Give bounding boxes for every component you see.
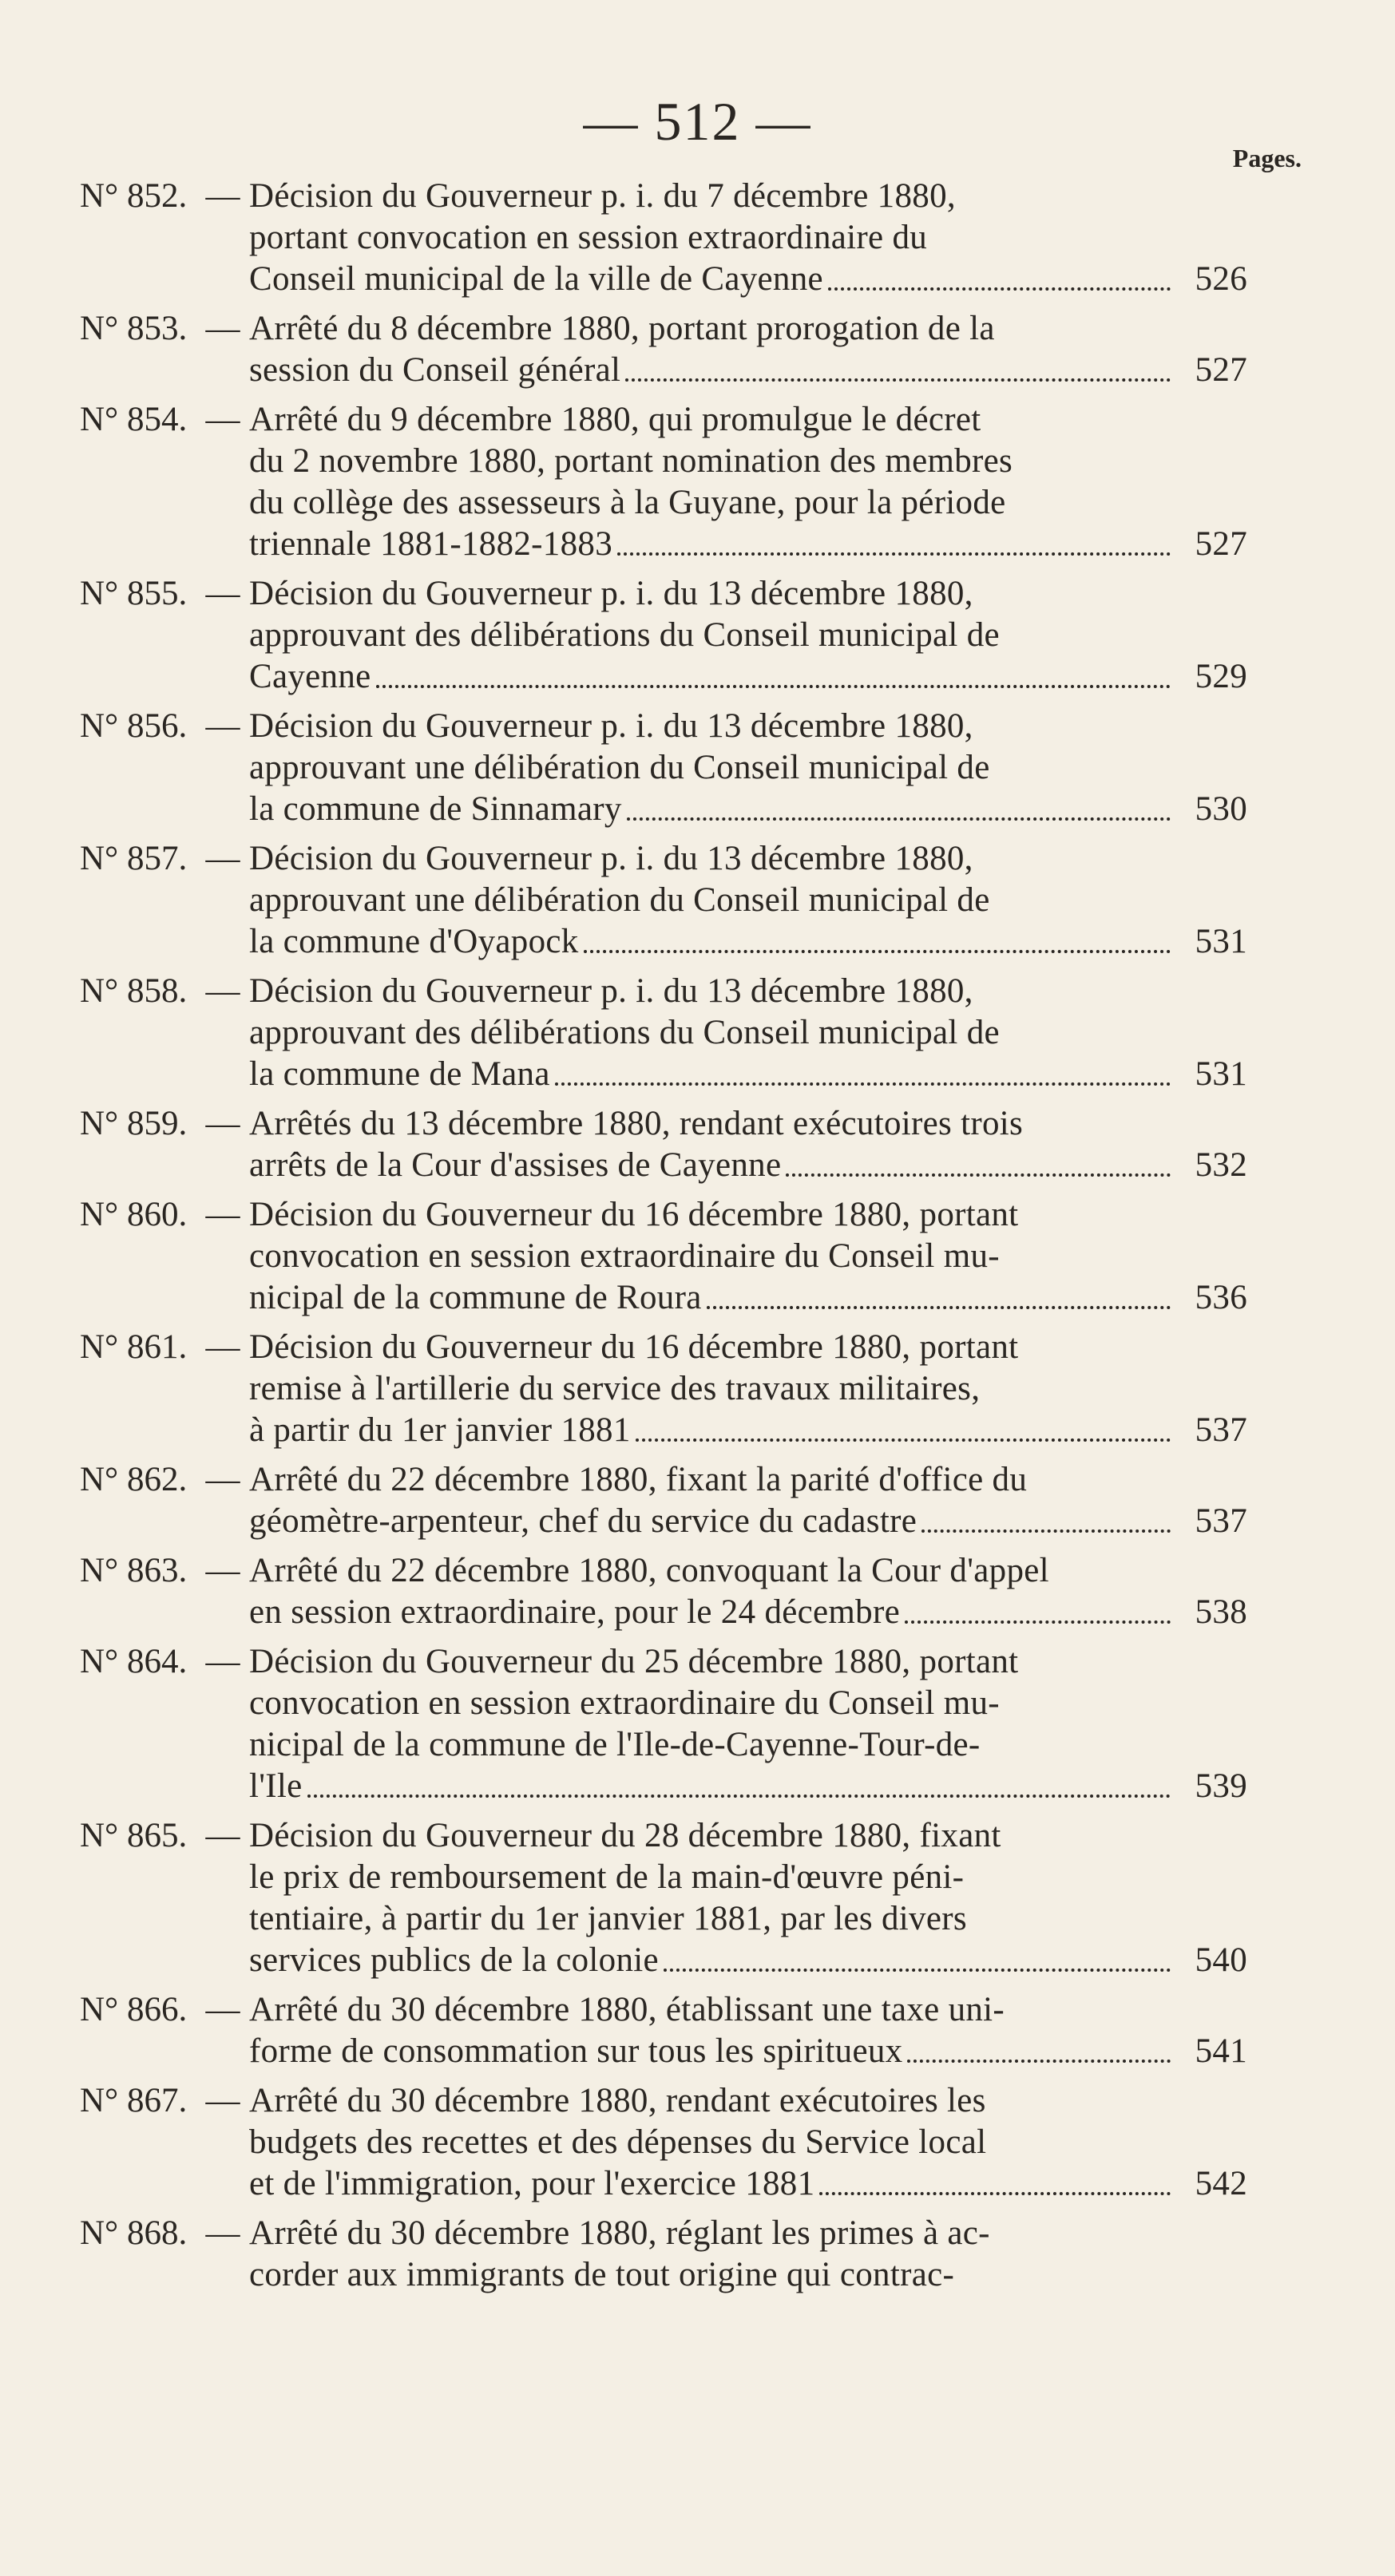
- entry-dash: —: [205, 310, 240, 347]
- entry-text: [249, 1550, 1247, 1633]
- page-number: — 512 —: [583, 91, 812, 152]
- dot-leader: [905, 1620, 1171, 1624]
- entry-text-line: à partir du 1er janvier 1881: [249, 1411, 631, 1449]
- entry-text-line: session du Conseil général: [249, 351, 621, 389]
- entry-dash: —: [205, 1461, 240, 1498]
- entry-number: N° 854.: [80, 401, 188, 438]
- page-reference: 531: [1195, 1055, 1247, 1093]
- dot-leader: [907, 2060, 1171, 2063]
- page-reference: 538: [1195, 1593, 1247, 1631]
- entry-text-line: approuvant des délibérations du Conseil municipal de: [249, 616, 1000, 654]
- entry-text: [249, 1327, 1247, 1451]
- entry-text-line: Arrêté du 30 décembre 1880, établissant une taxe uni-: [249, 1991, 1005, 2028]
- entry-final-line: [249, 656, 1247, 698]
- entry-number: N° 855.: [80, 575, 188, 612]
- entry-dash: —: [205, 177, 240, 215]
- entry-dash: —: [205, 2082, 240, 2119]
- entry-number: N° 860.: [80, 1196, 188, 1233]
- page-reference: 537: [1195, 1411, 1247, 1449]
- entry-text-line: Arrêté du 22 décembre 1880, fixant la parité d'office du: [249, 1461, 1028, 1498]
- entry-text-line: Décision du Gouverneur p. i. du 13 décembre 1880,: [249, 972, 973, 1010]
- entry-text: [249, 308, 1247, 391]
- entry-text-line: du collège des assesseurs à la Guyane, pour la période: [249, 484, 1006, 521]
- toc-entry: [0, 1815, 1395, 1981]
- entry-text-line: corder aux immigrants de tout origine qui contrac-: [249, 2256, 955, 2293]
- entry-dash: —: [205, 1991, 240, 2028]
- dot-leader: [307, 1794, 1171, 1798]
- page-reference: 542: [1195, 2165, 1247, 2202]
- dot-leader: [376, 685, 1171, 688]
- page-reference: 532: [1195, 1146, 1247, 1184]
- entry-text-line: géomètre-arpenteur, chef du service du cadastre: [249, 1502, 917, 1540]
- entry-final-line: [249, 350, 1247, 391]
- entry-number: N° 865.: [80, 1817, 188, 1854]
- entry-number: N° 863.: [80, 1552, 188, 1589]
- entry-number: N° 861.: [80, 1328, 188, 1366]
- entry-text: [249, 706, 1247, 830]
- page-reference: 536: [1195, 1279, 1247, 1316]
- entry-dash: —: [205, 1196, 240, 1233]
- toc-entry: [0, 971, 1395, 1095]
- page-reference: 540: [1195, 1941, 1247, 1979]
- entry-text-line: Arrêté du 8 décembre 1880, portant prorogation de la: [249, 310, 995, 347]
- page-reference: 531: [1195, 923, 1247, 960]
- toc-entry: [0, 399, 1395, 565]
- entry-number: N° 867.: [80, 2082, 188, 2119]
- entry-final-line: [249, 921, 1247, 963]
- toc-entry: [0, 1327, 1395, 1451]
- entry-dash: —: [205, 972, 240, 1010]
- entry-text-line: approuvant des délibérations du Conseil municipal de: [249, 1014, 1000, 1051]
- toc-entry: [0, 2213, 1395, 2296]
- dot-leader: [828, 287, 1171, 291]
- entry-final-line: [249, 524, 1247, 565]
- entry-text-line: arrêts de la Cour d'assises de Cayenne: [249, 1146, 782, 1184]
- entry-number: N° 856.: [80, 707, 188, 745]
- entry-final-line: [249, 1766, 1247, 1807]
- dot-leader: [664, 1969, 1171, 1972]
- entry-text-line: Décision du Gouverneur du 16 décembre 1880, portant: [249, 1328, 1019, 1366]
- dot-leader: [786, 1173, 1171, 1177]
- entry-dash: —: [205, 401, 240, 438]
- entry-text-line: Décision du Gouverneur du 16 décembre 1880, portant: [249, 1196, 1019, 1233]
- entry-text-line: en session extraordinaire, pour le 24 décembre: [249, 1593, 900, 1631]
- entry-text-line: la commune d'Oyapock: [249, 923, 579, 960]
- entry-number: N° 864.: [80, 1643, 188, 1680]
- entry-text: [249, 1641, 1247, 1807]
- entry-text-line: Décision du Gouverneur p. i. du 7 décembre 1880,: [249, 177, 956, 215]
- entry-text-line: triennale 1881-1882-1883: [249, 525, 613, 563]
- entry-text: [249, 2080, 1247, 2205]
- page-reference: 537: [1195, 1502, 1247, 1540]
- page-reference: 529: [1195, 658, 1247, 695]
- entry-text-line: budgets des recettes et des dépenses du Service local: [249, 2123, 987, 2161]
- entry-final-line: [249, 1277, 1247, 1319]
- entry-text: [249, 573, 1247, 698]
- page-reference: 530: [1195, 790, 1247, 828]
- dot-leader: [921, 1529, 1171, 1533]
- toc-entry: [0, 2080, 1395, 2205]
- entry-text-line: nicipal de la commune de Roura: [249, 1279, 702, 1316]
- page-reference: 527: [1195, 351, 1247, 389]
- toc-entry: [0, 1641, 1395, 1807]
- dot-leader: [819, 2192, 1171, 2195]
- entry-number: N° 852.: [80, 177, 188, 215]
- entry-text-line: tentiaire, à partir du 1er janvier 1881, par les divers: [249, 1900, 967, 1937]
- entry-number: N° 858.: [80, 972, 188, 1010]
- entry-text-line: l'Ile: [249, 1767, 303, 1805]
- entry-text-line: Arrêté du 9 décembre 1880, qui promulgue le décret: [249, 401, 981, 438]
- entry-number: N° 857.: [80, 840, 188, 877]
- entry-final-line: [249, 1592, 1247, 1633]
- entry-text-line: Décision du Gouverneur p. i. du 13 décembre 1880,: [249, 575, 973, 612]
- entry-final-line: [249, 2031, 1247, 2072]
- dot-leader: [707, 1306, 1171, 1309]
- entry-text-line: approuvant une délibération du Conseil municipal de: [249, 749, 990, 786]
- entry-dash: —: [205, 575, 240, 612]
- entry-text: [249, 971, 1247, 1095]
- page-reference: 527: [1195, 525, 1247, 563]
- dot-leader: [636, 1438, 1171, 1442]
- entry-final-line: [249, 789, 1247, 830]
- toc-entry: [0, 1103, 1395, 1186]
- toc-entry: [0, 1459, 1395, 1542]
- entry-text: [249, 838, 1247, 963]
- entry-text-line: le prix de remboursement de la main-d'œuvre péni-: [249, 1858, 965, 1896]
- entry-dash: —: [205, 1328, 240, 1366]
- entry-text: [249, 1815, 1247, 1981]
- entry-text: [249, 1989, 1247, 2072]
- entry-text-line: Arrêté du 30 décembre 1880, réglant les primes à ac-: [249, 2214, 990, 2252]
- toc-entry: [0, 308, 1395, 391]
- entry-number: N° 853.: [80, 310, 188, 347]
- pages-column-label: Pages.: [1232, 144, 1302, 172]
- toc-entry: [0, 1194, 1395, 1319]
- page-reference: 526: [1195, 260, 1247, 298]
- table-of-contents: [0, 176, 1395, 2304]
- dot-leader: [627, 817, 1171, 821]
- entry-dash: —: [205, 1105, 240, 1142]
- entry-text-line: convocation en session extraordinaire du Conseil mu-: [249, 1237, 1000, 1275]
- toc-entry: [0, 1550, 1395, 1633]
- entry-dash: —: [205, 1643, 240, 1680]
- entry-text-line: Cayenne: [249, 658, 371, 695]
- dot-leader: [617, 552, 1171, 556]
- entry-text-line: Conseil municipal de la ville de Cayenne: [249, 260, 823, 298]
- entry-text-line: Arrêtés du 13 décembre 1880, rendant exécutoires trois: [249, 1105, 1024, 1142]
- entry-text-line: convocation en session extraordinaire du Conseil mu-: [249, 1684, 1000, 1722]
- entry-dash: —: [205, 2214, 240, 2252]
- entry-dash: —: [205, 1817, 240, 1854]
- entry-final-line: [249, 1940, 1247, 1981]
- dot-leader: [584, 950, 1171, 953]
- entry-text-line: du 2 novembre 1880, portant nomination des membres: [249, 442, 1013, 480]
- entry-text: [249, 176, 1247, 300]
- entry-text: [249, 1103, 1247, 1186]
- entry-number: N° 859.: [80, 1105, 188, 1142]
- entry-text-line: la commune de Sinnamary: [249, 790, 622, 828]
- entry-text-line: et de l'immigration, pour l'exercice 1881: [249, 2165, 815, 2202]
- toc-entry: [0, 838, 1395, 963]
- entry-text-line: services publics de la colonie: [249, 1941, 659, 1979]
- entry-text-line: remise à l'artillerie du service des travaux militaires,: [249, 1370, 981, 1407]
- entry-text-line: Décision du Gouverneur du 25 décembre 1880, portant: [249, 1643, 1019, 1680]
- entry-final-line: [249, 1054, 1247, 1095]
- toc-entry: [0, 573, 1395, 698]
- entry-final-line: [249, 1410, 1247, 1451]
- entry-text: [249, 399, 1247, 565]
- entry-text-line: Arrêté du 22 décembre 1880, convoquant la Cour d'appel: [249, 1552, 1049, 1589]
- entry-dash: —: [205, 707, 240, 745]
- entry-final-line: [249, 2163, 1247, 2205]
- entry-text: [249, 1194, 1247, 1319]
- entry-text-line: Décision du Gouverneur du 28 décembre 1880, fixant: [249, 1817, 1001, 1854]
- entry-dash: —: [205, 1552, 240, 1589]
- dot-leader: [625, 378, 1171, 382]
- entry-final-line: [249, 1501, 1247, 1542]
- entry-text: [249, 1459, 1247, 1542]
- entry-final-line: [249, 259, 1247, 300]
- entry-number: N° 866.: [80, 1991, 188, 2028]
- entry-text-line: Décision du Gouverneur p. i. du 13 décembre 1880,: [249, 840, 973, 877]
- page-reference: 539: [1195, 1767, 1247, 1805]
- entry-text: [249, 2213, 1247, 2296]
- entry-dash: —: [205, 840, 240, 877]
- toc-entry: [0, 176, 1395, 300]
- entry-text-line: portant convocation en session extraordinaire du: [249, 219, 928, 256]
- entry-text-line: approuvant une délibération du Conseil municipal de: [249, 881, 990, 919]
- dot-leader: [555, 1082, 1171, 1086]
- entry-number: N° 868.: [80, 2214, 188, 2252]
- toc-entry: [0, 706, 1395, 830]
- entry-text-line: la commune de Mana: [249, 1055, 550, 1093]
- toc-entry: [0, 1989, 1395, 2072]
- page-reference: 541: [1195, 2032, 1247, 2070]
- entry-text-line: Arrêté du 30 décembre 1880, rendant exécutoires les: [249, 2082, 986, 2119]
- entry-number: N° 862.: [80, 1461, 188, 1498]
- entry-text-line: forme de consommation sur tous les spiritueux: [249, 2032, 903, 2070]
- entry-final-line: [249, 1145, 1247, 1186]
- entry-text-line: Décision du Gouverneur p. i. du 13 décembre 1880,: [249, 707, 973, 745]
- entry-text-line: nicipal de la commune de l'Ile-de-Cayenne-Tour-de-: [249, 1726, 981, 1763]
